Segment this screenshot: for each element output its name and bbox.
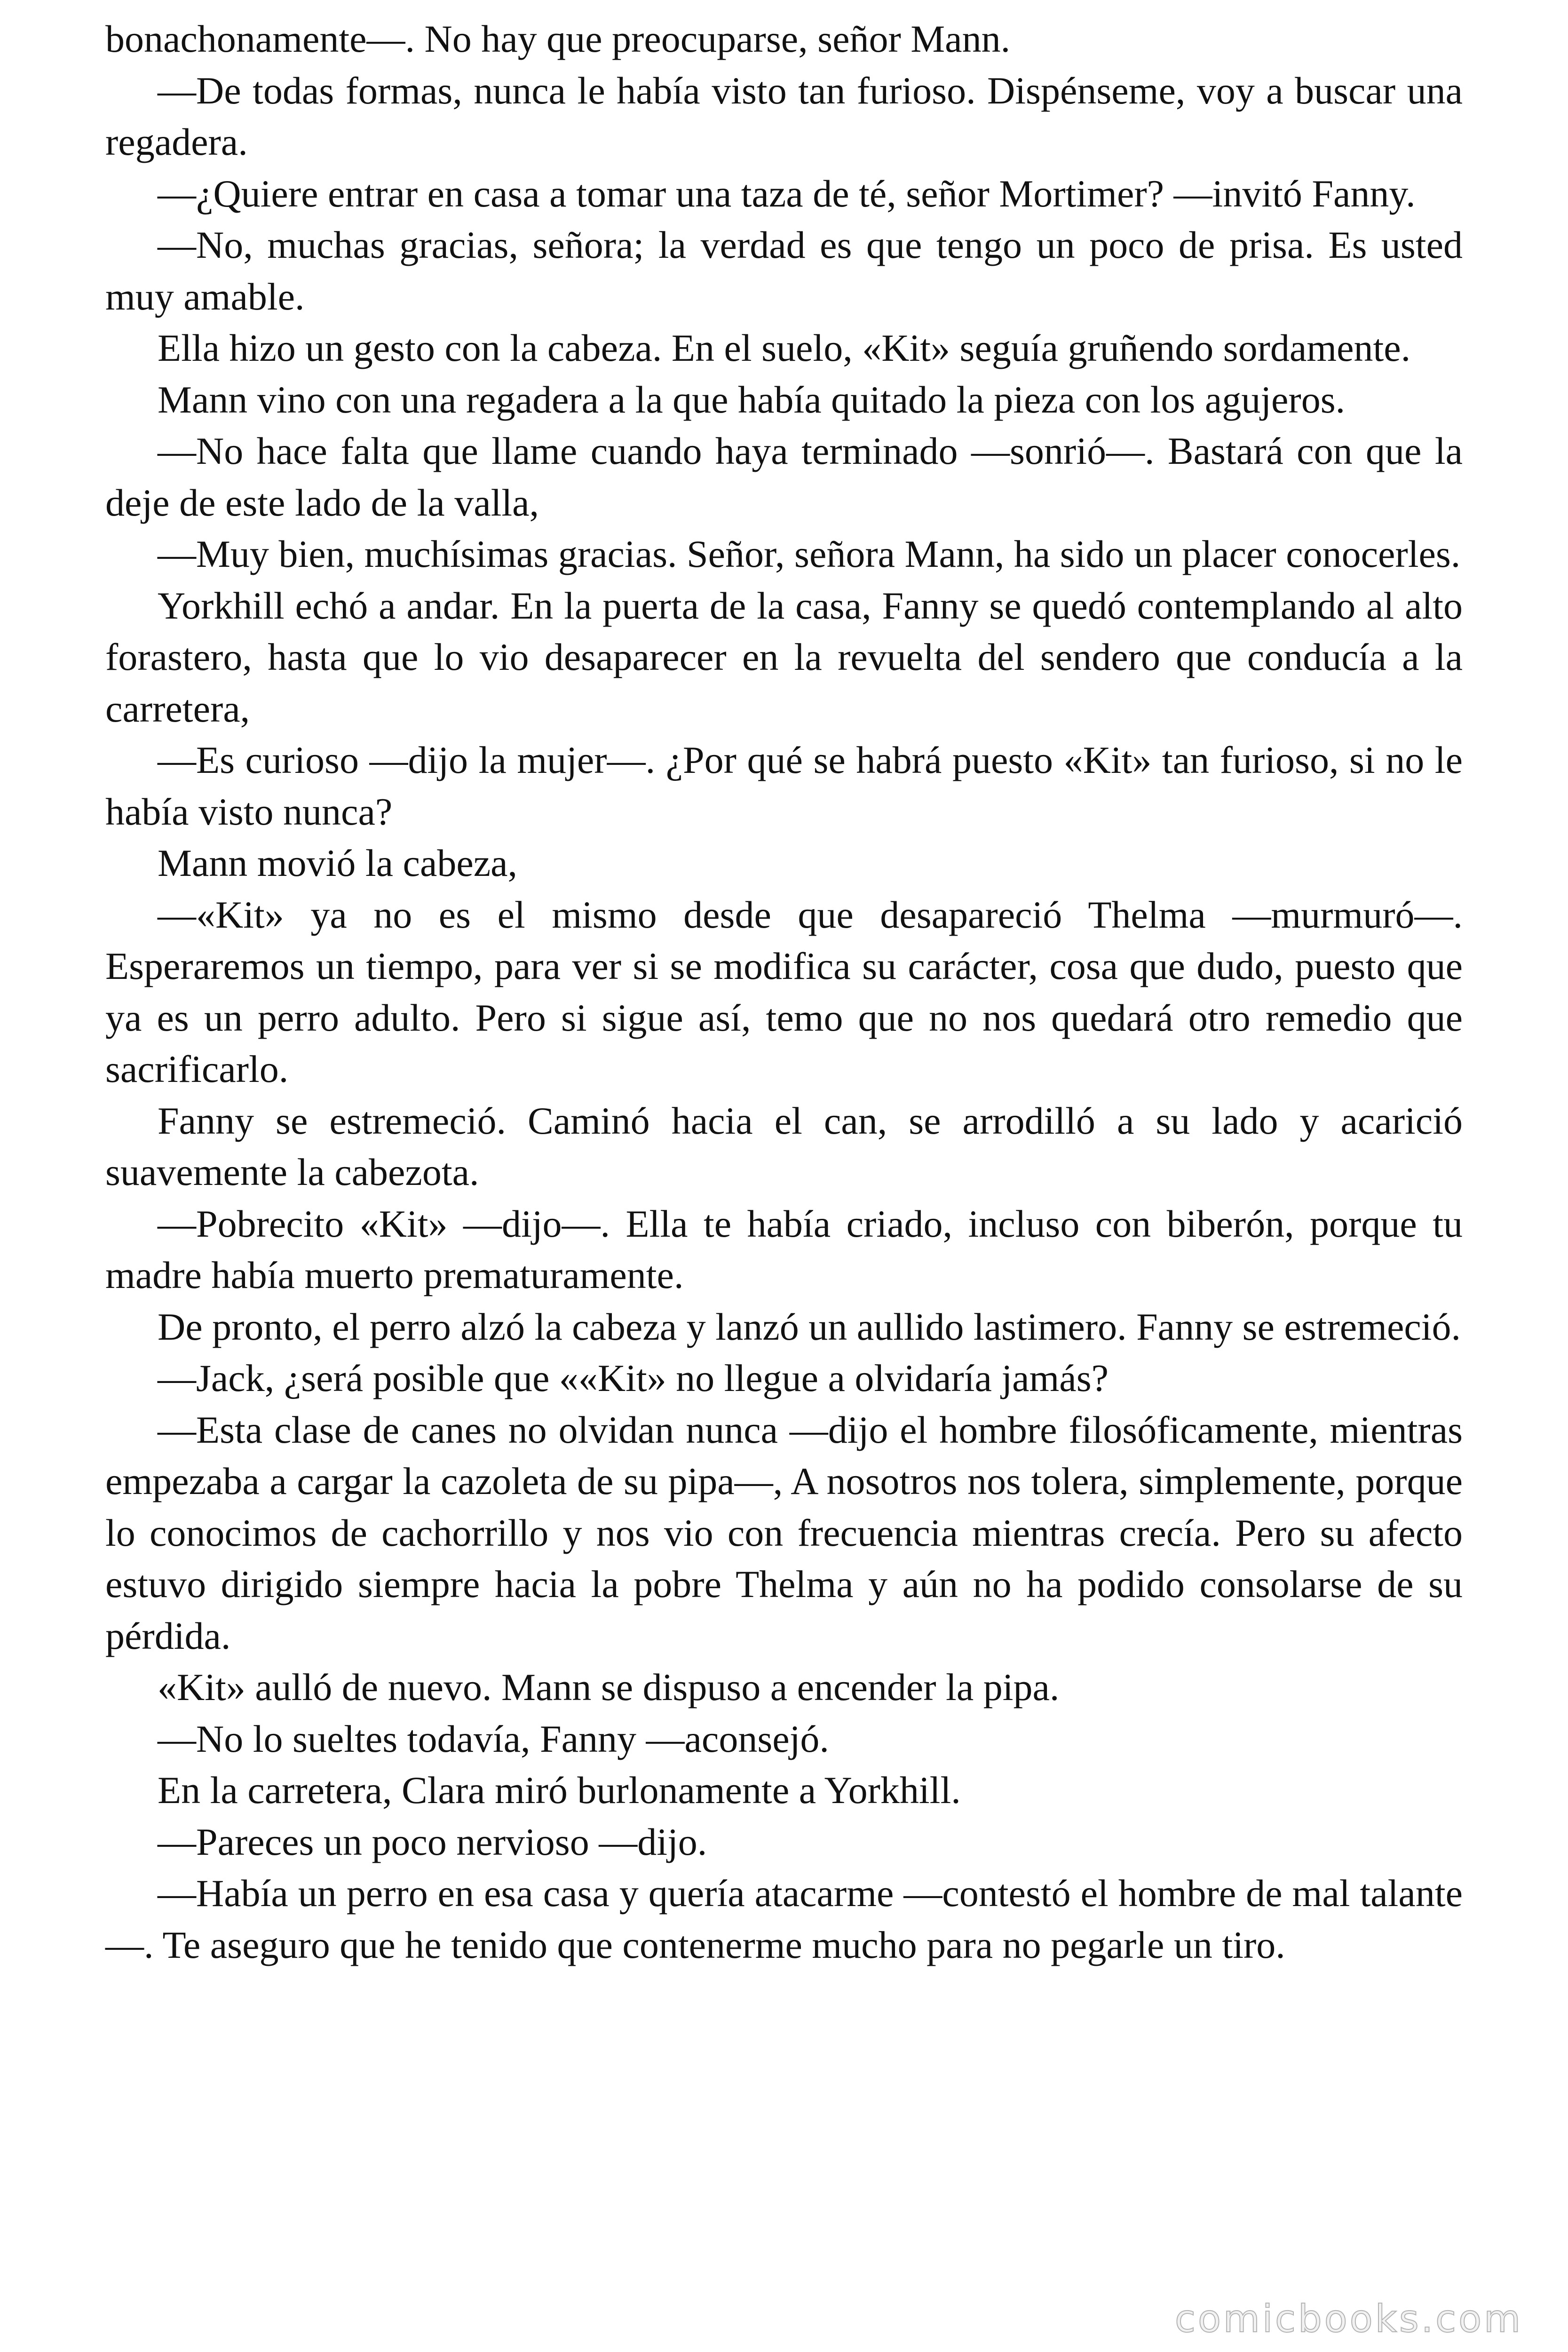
paragraph: «Kit» aulló de nuevo. Mann se dispuso a encender la pipa.	[158, 1666, 1060, 1708]
paragraph: bonachonamente—. No hay que preocuparse, señor Mann.	[105, 17, 1011, 60]
paragraph: Ella hizo un gesto con la cabeza. En el suelo, «Kit» seguía gruñendo sordamente.	[158, 326, 1411, 369]
paragraph: Fanny se estremeció. Caminó hacia el can, se arrodilló a su lado y acarició suavemente la cabezota.	[105, 1099, 1463, 1193]
paragraph: —No, muchas gracias, señora; la verdad es que tengo un poco de prisa. Es usted muy amable.	[105, 223, 1463, 318]
paragraph: —Muy bien, muchísimas gracias. Señor, señora Mann, ha sido un placer conocerles.	[158, 532, 1461, 575]
watermark: comicbooks.com	[1174, 2297, 1523, 2341]
paragraph: —No lo sueltes todavía, Fanny —aconsejó.	[158, 1717, 829, 1760]
paragraph: —Pareces un poco nervioso —dijo.	[158, 1820, 707, 1863]
paragraph: —Había un perro en esa casa y quería atacarme —contestó el hombre de mal talante—. Te aseguro que he tenido que contenerme mucho para no pegarle un tiro.	[105, 1872, 1463, 1966]
paragraph: Yorkhill echó a andar. En la puerta de la casa, Fanny se quedó contemplando al alto forastero, hasta que lo vio desaparecer en la revuelta del sendero que conducía a la carretera,	[105, 584, 1463, 730]
paragraph: Mann movió la cabeza,	[158, 842, 518, 884]
paragraph: —«Kit» ya no es el mismo desde que desapareció Thelma —murmuró—. Esperaremos un tiempo, para ver si se modifica su carácter, cosa que dudo, puesto que ya es un perro adulto. Pero si sigue así, temo que no nos quedará otro remedio que sacrificarlo.	[105, 893, 1463, 1090]
page-body	[105, 13, 1463, 1971]
paragraph: —Pobrecito «Kit» —dijo—. Ella te había criado, incluso con biberón, porque tu madre había muerto prematuramente.	[105, 1202, 1463, 1296]
paragraph: —Esta clase de canes no olvidan nunca —dijo el hombre filosóficamente, mientras empezaba a cargar la cazoleta de su pipa—, A nosotros nos tolera, simplemente, porque lo conocimos de cachorrillo y nos vio con frecuencia mientras crecía. Pero su afecto estuvo dirigido siempre hacia la pobre Thelma y aún no ha podido consolarse de su pérdida.	[105, 1408, 1463, 1657]
paragraph: —¿Quiere entrar en casa a tomar una taza de té, señor Mortimer? —invitó Fanny.	[158, 172, 1416, 215]
paragraph: En la carretera, Clara miró burlonamente a Yorkhill.	[158, 1769, 961, 1812]
paragraph: De pronto, el perro alzó la cabeza y lanzó un aullido lastimero. Fanny se estremeció.	[158, 1305, 1461, 1348]
paragraph: —De todas formas, nunca le había visto tan furioso. Dispénseme, voy a buscar una regadera.	[105, 69, 1463, 163]
paragraph: —Es curioso —dijo la mujer—. ¿Por qué se habrá puesto «Kit» tan furioso, si no le había visto nunca?	[105, 739, 1463, 833]
paragraph: —Jack, ¿será posible que ««Kit» no llegue a olvidaría jamás?	[158, 1357, 1109, 1399]
paragraph: —No hace falta que llame cuando haya terminado —sonrió—. Bastará con que la deje de este lado de la valla,	[105, 429, 1463, 524]
paragraph: Mann vino con una regadera a la que había quitado la pieza con los agujeros.	[158, 378, 1346, 421]
